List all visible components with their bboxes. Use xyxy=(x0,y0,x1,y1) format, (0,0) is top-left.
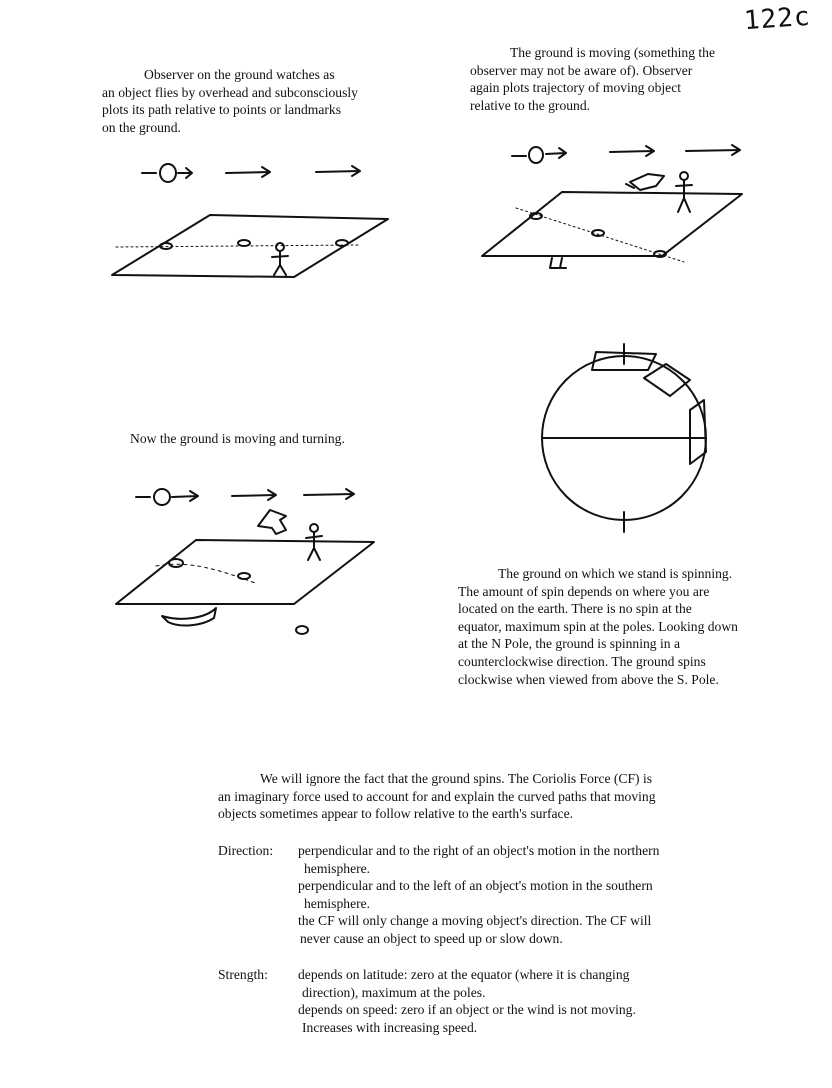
turning-arrow-icon xyxy=(162,608,216,625)
text-line: an object flies by overhead and subconsciously xyxy=(102,84,358,100)
trajectory-path xyxy=(116,245,358,247)
text-line: an imaginary force used to account for and explain the curved paths that moving xyxy=(218,788,656,804)
landmark-icon xyxy=(238,240,250,246)
arrow-icon xyxy=(178,168,192,178)
arrow-icon xyxy=(686,145,740,155)
text-line: We will ignore the fact that the ground spins. The Coriolis Force (CF) is xyxy=(260,771,653,786)
text-line: the CF will only change a moving object's direction. The CF will xyxy=(298,913,652,929)
text-line: depends on speed: zero if an object or the wind is not moving. xyxy=(298,1002,636,1018)
text-line: Now the ground is moving and turning. xyxy=(130,431,345,446)
text-line: The ground is moving (something the xyxy=(510,45,716,60)
arrow-icon xyxy=(226,167,270,177)
text-line: Increases with increasing speed. xyxy=(302,1019,478,1035)
text-line: counterclockwise direction. The ground spins xyxy=(458,653,706,669)
trajectory-path xyxy=(156,564,258,584)
flying-object-icon xyxy=(529,147,543,163)
landmark-icon xyxy=(169,559,183,567)
text-line: The amount of spin depends on where you are xyxy=(458,583,710,599)
text-line: depends on latitude: zero at the equator (where it is changing xyxy=(298,967,630,982)
flying-object-icon xyxy=(160,164,176,182)
arrow-icon xyxy=(316,166,360,176)
panel1-text xyxy=(100,66,358,136)
text-line: on the ground. xyxy=(102,119,181,135)
panel2-diagram xyxy=(470,138,760,278)
text-line: equator, maximum spin at the poles. Looking down xyxy=(458,618,738,634)
text-line: again plots trajectory of moving object xyxy=(470,80,682,96)
strength-list xyxy=(298,966,636,1036)
ground-plane xyxy=(482,192,742,256)
observer-icon xyxy=(676,172,692,212)
ground-motion-arrow-icon xyxy=(258,510,286,534)
arrow-icon xyxy=(172,491,198,501)
text-line: plots its path relative to points or landmarks xyxy=(102,102,341,118)
text-line: objects sometimes appear to follow relative to the earth's surface. xyxy=(218,806,574,822)
text-line: clockwise when viewed from above the S. Pole. xyxy=(458,671,719,687)
text-line: The ground on which we stand is spinning. xyxy=(498,566,733,581)
landmark-icon xyxy=(160,243,172,249)
panel1-diagram xyxy=(100,155,380,285)
arrow-icon xyxy=(610,146,654,156)
direction-label: Direction: xyxy=(218,843,274,858)
flying-object-icon xyxy=(154,489,170,505)
text-line: perpendicular and to the left of an object's motion in the southern xyxy=(298,878,653,894)
observer-icon xyxy=(272,243,288,275)
landmark-icon xyxy=(238,573,250,579)
landmark-icon xyxy=(336,240,348,246)
text-line: hemisphere. xyxy=(304,895,371,911)
globe-diagram xyxy=(540,340,720,540)
coriolis-intro xyxy=(216,770,656,823)
text-line: hemisphere. xyxy=(304,860,371,876)
arrow-icon xyxy=(232,490,276,500)
text-line: Observer on the ground watches as xyxy=(144,67,335,82)
text-line: perpendicular and to the right of an object's motion in the northern xyxy=(298,843,660,858)
ground-motion-arrow-icon xyxy=(626,174,664,190)
panel3-diagram xyxy=(110,480,390,650)
panel4-text xyxy=(456,565,738,688)
arrow-icon xyxy=(546,148,566,158)
panel2-text xyxy=(468,44,715,114)
direction-list xyxy=(298,842,659,948)
text-line: direction), maximum at the poles. xyxy=(302,984,486,1000)
text-line: never cause an object to speed up or slow down. xyxy=(300,930,563,946)
panel3-text xyxy=(130,430,345,448)
text-line: relative to the ground. xyxy=(470,97,591,113)
ground-plane xyxy=(116,540,374,604)
arrow-icon xyxy=(304,489,354,499)
text-line: located on the earth. There is no spin at the xyxy=(458,601,692,617)
ground-patch-equator xyxy=(690,400,706,464)
stand-mark xyxy=(550,258,566,268)
text-line: at the N Pole, the ground is spinning in a xyxy=(458,636,681,652)
text-line: observer may not be aware of). Observer xyxy=(470,62,693,78)
landmark-icon xyxy=(296,626,308,634)
strength-label: Strength: xyxy=(218,967,268,982)
page-number: 122c xyxy=(743,1,812,37)
